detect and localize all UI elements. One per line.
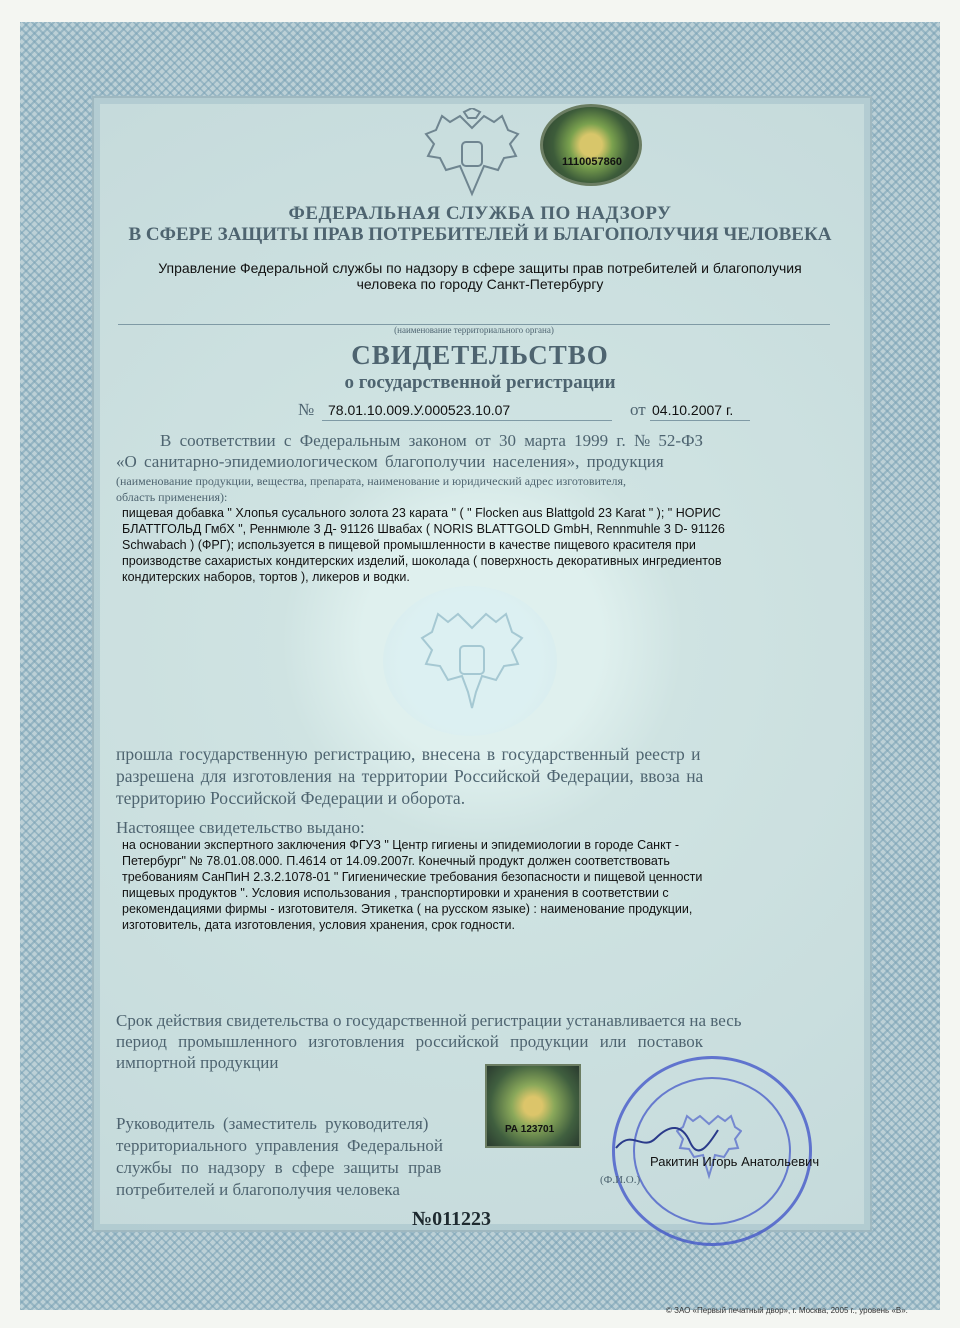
registration-line-2: разрешена для изготовления на территории Российской Федерации, ввоза на xyxy=(116,766,704,786)
product-line-4: производстве сахаристых кондитерских изделий, шоколада ( поверхность декоративных ингредиентов xyxy=(122,554,722,568)
hologram-top-code: 1110057860 xyxy=(562,156,622,168)
issued-label: Настоящее свидетельство выдано: xyxy=(116,818,365,837)
number-underline xyxy=(322,420,612,421)
hologram-bottom-code: РА 123701 xyxy=(505,1124,555,1135)
intro-line-1: В соответствии с Федеральным законом от 30 марта 1999 г. № 52-ФЗ xyxy=(160,431,704,450)
authority-line-2: человека по городу Санкт-Петербургу xyxy=(356,276,604,292)
registration-line-1: прошла государственную регистрацию, внесена в государственный реестр и xyxy=(116,744,701,764)
issued-line-6: изготовитель, дата изготовления, условия хранения, срок годности. xyxy=(122,918,515,932)
signatory-name: Ракитин Игорь Анатольевич xyxy=(650,1154,820,1169)
printer-note: © ЗАО «Первый печатный двор», г. Москва, 2005 г., уровень «В». xyxy=(666,1306,908,1315)
registration-number: 78.01.10.009.У.000523.10.07 xyxy=(328,402,511,418)
product-line-3: Schwabach ) (ФРГ); используется в пищевой промышленности в качестве пищевого красителя при xyxy=(122,538,696,552)
issued-line-2: Петербург" № 78.01.08.000. П.4614 от 14.09.2007г. Конечный продукт должен соответствовать xyxy=(122,854,670,868)
agency-line-1: ФЕДЕРАЛЬНАЯ СЛУЖБА ПО НАДЗОРУ xyxy=(288,203,672,224)
certificate-subtitle: о государственной регистрации xyxy=(344,372,616,393)
date-underline xyxy=(650,420,750,421)
signature-line-3: службы по надзору в сфере защиты прав xyxy=(116,1158,442,1177)
intro-caption-1: (наименование продукции, вещества, препарата, наименование и юридический адрес изготовителя, xyxy=(116,474,626,488)
issued-line-5: рекомендациями фирмы - изготовителя. Этикетка ( на русском языке) : наименование продукции, xyxy=(122,902,693,916)
product-line-2: БЛАТТГОЛЬД ГмбХ ", Реннмюле 3 Д- 91126 Швабах ( NORIS BLATTGOLD GmbH, Rennmuhle 3 D- 91126 xyxy=(122,522,725,536)
validity-line-1: Срок действия свидетельства о государственной регистрации устанавливается на весь xyxy=(116,1011,742,1030)
authority-line-1: Управление Федеральной службы по надзору в сфере защиты прав потребителей и благополучия xyxy=(158,260,802,276)
registration-line-3: территорию Российской Федерации и оборота. xyxy=(116,788,466,808)
issued-line-1: на основании экспертного заключения ФГУЗ " Центр гигиены и эпидемиологии в городе Санкт - xyxy=(122,838,680,852)
signature-line-2: территориального управления Федеральной xyxy=(116,1136,444,1155)
registration-date: 04.10.2007 г. xyxy=(652,402,734,418)
certificate-title: СВИДЕТЕЛЬСТВО xyxy=(351,340,609,370)
product-line-5: кондитерских наборов, тортов ), ликеров и водки. xyxy=(122,570,410,584)
intro-caption-2: область применения): xyxy=(116,490,228,504)
hologram-top xyxy=(540,104,642,186)
date-label: от xyxy=(630,400,646,419)
validity-line-3: импортной продукции xyxy=(116,1053,279,1072)
signature-line-1: Руководитель (заместитель руководителя) xyxy=(116,1114,429,1133)
intro-line-2: «О санитарно-эпидемиологическом благополучии населения», продукция xyxy=(116,452,664,471)
issued-line-4: пищевых продуктов ". Условия использования , транспортировки и хранения в соответствии с xyxy=(122,886,669,900)
agency-line-2: В СФЕРЕ ЗАЩИТЫ ПРАВ ПОТРЕБИТЕЛЕЙ И БЛАГОПОЛУЧИЯ ЧЕЛОВЕКА xyxy=(128,224,832,245)
issued-line-3: требованиям СанПиН 2.3.2.1078-01 " Гигиенические требования безопасности и пищевой ценности xyxy=(122,870,703,884)
handwritten-signature xyxy=(612,1118,722,1158)
validity-line-2: период промышленного изготовления российской продукции или поставок xyxy=(116,1032,704,1051)
hologram-bottom xyxy=(485,1064,581,1148)
authority-caption: (наименование территориального органа) xyxy=(394,325,554,335)
product-line-1: пищевая добавка " Хлопья сусального золота 23 карата " ( " Flocken aus Blattgold 23 Karat " ); " НОРИС xyxy=(122,506,721,520)
fio-caption: (Ф.И.О.) xyxy=(600,1174,641,1186)
watermark-eagle-icon xyxy=(420,604,524,716)
form-number: №011223 xyxy=(412,1208,491,1230)
signature-line-4: потребителей и благополучия человека xyxy=(116,1180,400,1199)
coat-of-arms-emblem xyxy=(420,108,524,200)
number-label: № xyxy=(298,400,315,419)
